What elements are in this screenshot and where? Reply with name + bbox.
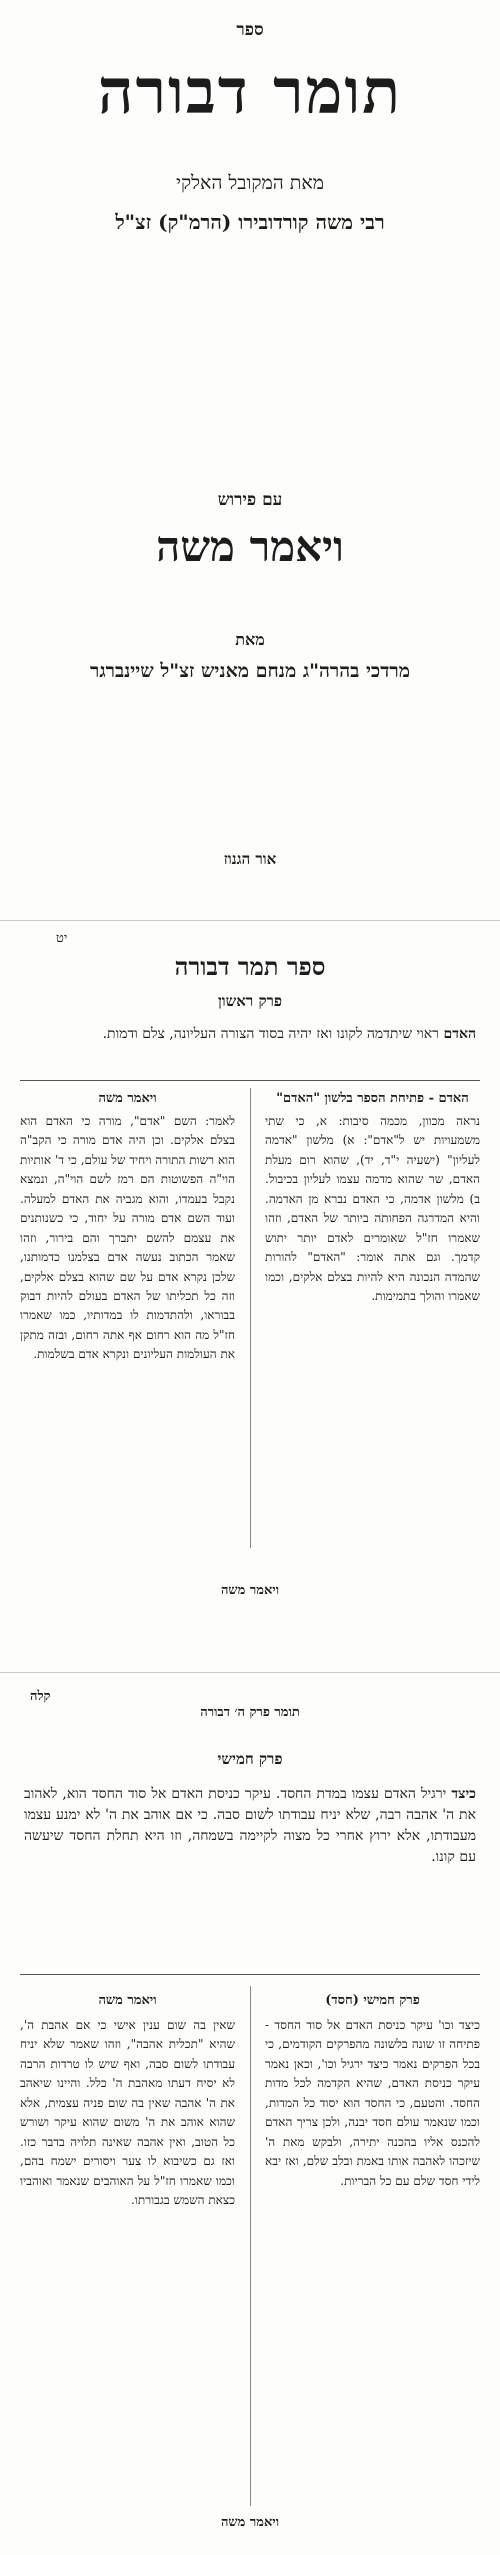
with-commentary-label: עם פירוש: [217, 490, 283, 510]
footer-label: ויאמר משה: [220, 2515, 280, 2530]
page-chapter-five: [0, 1674, 500, 2555]
main-text-lead: האדם: [443, 1026, 476, 1042]
main-text: [24, 1024, 476, 1045]
page-number: יט: [56, 931, 68, 946]
book-title: תומר דבורה: [97, 55, 403, 128]
chapter-heading: פרק חמישי: [217, 1750, 283, 1768]
right-column-text: נראה מכוון, מכמה סיבות: א, כי שתי משמעויות יש ל"אדם": א) מלשון "אדמה לעליון" (ישעיה י"ד, יד), שהוא רום מעלת האדם, שר שהוא מדמה עצמו לעליון בכיבול. ב) מלשון אדמה, כי האדם נברא מן האדמה. והיא המדרגה הפחותה ביותר של האדם, וזהו שאמרו חז"ל שאומרים לאדם יותר יתוש קדמך. וגם אתה אומר: "האדם" להורות שהמדה הנכונה היא להיות בצלם אלקים, וכמו שאמרו והולך בתמימות.: [265, 1114, 480, 1303]
chapter-heading: פרק ראשון: [217, 992, 283, 1010]
page-title: ספר תמר דבורה: [174, 952, 326, 981]
main-text-body: ראוי שיתדמה לקונו ואז יהיה בסוד הצורה העליונה, צלם ודמות.: [102, 1026, 440, 1042]
commentator-name: מרדכי בהרה"ג מנחם מאניש זצ"ל שיינברגר: [90, 660, 410, 682]
title-sefer-label: ספר: [236, 20, 264, 40]
publisher-name: אור הגנוז: [223, 850, 277, 868]
divider-rule: [20, 1080, 480, 1081]
left-column-text: לאמר: השם "אדם", מורה כי האדם הוא בצלם אלקים. וכן היה אדם מורה כי הקב"ה הוא רשות התורה ויחיד של עולם, כי ד' אותיות הוי"ה הפשוטות הם רמז לשם הוי"ה, ונמצא נקבל בעמדו, והוא מגביה את האדם למעלה. ועוד השם אדם מורה על יחוד, כי כשנותנים את עצמם להשם יתברך והם בירור, וזהו שאמר הכתוב נעשה אדם בצלמנו כדמותנו, שלכן נקרא אדם על שם שהוא בצלם אלקים, וזה כל תכליתו של האדם בעולם להיות דבוק בבוראו, ולהתדמות לו במדותיו, כמו שאמרו חז"ל מה הוא רחום אף אתה רחום, ובזה מתקן את העולמות העליונים ונקרא אדם בשלמות.: [20, 1114, 235, 1362]
main-text-body: ירגיל האדם עצמו במדת החסד. עיקר כניסת האדם אל סוד החסד הוא, לאהוב את ה' אהבה רבה, שלא יניח עבודתו לשום סבה. כי אם אוהב את ה' לא ימנע עצמו מעבודתו, אלא ירוץ אחרי כל מצוה לקיימה בשמחה, וזו היא תחלת החסד שיעשה עם קונו.: [24, 1786, 476, 1865]
page-number: קלה: [30, 1689, 51, 1704]
commentary-title: ויאמר משה: [156, 522, 344, 571]
right-column-text: כיצד וכו' עיקר כניסת האדם אל סוד החסד - פתיחה זו שונה בלשונה מהפרקים הקודמים, כי בכל הפרקים נאמר כיצד ירגיל וכו', וכאן נאמר עיקר כניסת האדם, שהיא הקדמה לכל מדות החסד. והטעם, כי החסד הוא יסוד כל המדות, וכמו שנאמר עולם חסד יבנה, ולכן צריך האדם להכנס אליו בהכנה יתירה, ולבקש מאת ה' שיזכהו לאהבה אותו באמת ובלב שלם, ואז יבא לידי חסד שלם עם כל הבריות.: [265, 2018, 480, 2188]
left-column-header: ויאמר משה: [98, 1993, 157, 2008]
by-line: מאת המקובל האלקי: [176, 172, 324, 194]
divider-rule: [20, 1974, 480, 1975]
right-column-header: האדם - פתיחת הספר בלשון "האדם": [276, 1091, 469, 1106]
commentary-by-line: מאת: [235, 630, 265, 649]
title-page: [0, 0, 500, 921]
page-chapter-one: [0, 922, 500, 1673]
column-divider: [250, 1088, 251, 1548]
main-text: [24, 1784, 476, 1868]
column-divider: [250, 1986, 251, 2506]
main-text-lead: כיצד: [451, 1786, 476, 1802]
author-name: רבי משה קורדובירו (הרמ"ק) זצ"ל: [115, 210, 385, 234]
left-column-text: שאין בה שום ענין אישי כי אם אהבת ה', שהיא "תכלית אהבה", וזהו שאמר שלא יניח עבודתו לשום סבה, ואף שיש לו טרדות הרבה לא יסיח דעתו מאהבת ה' כלל. והיינו שיאהב את ה' אהבה שאין בה שום פניה עצמית, אלא שהוא אוהב את ה' משום שהוא עיקר ושורש כל הטוב, ואין אהבה שאינה תלויה בדבר כזו. ואז גם כשיבוא לו צער ויסורים ישמח בהם, וכמו שאמרו חז"ל על האוהבים שנאמר ואוהביו כצאת השמש בגבורתו.: [20, 2018, 235, 2207]
footer-label: ויאמר משה: [220, 1583, 280, 1598]
right-column-header: פרק חמישי (חסד): [325, 1993, 420, 2008]
left-column-header: ויאמר משה: [98, 1091, 157, 1106]
running-head: תומר פרק ה׳ דבורה: [200, 1705, 300, 1720]
